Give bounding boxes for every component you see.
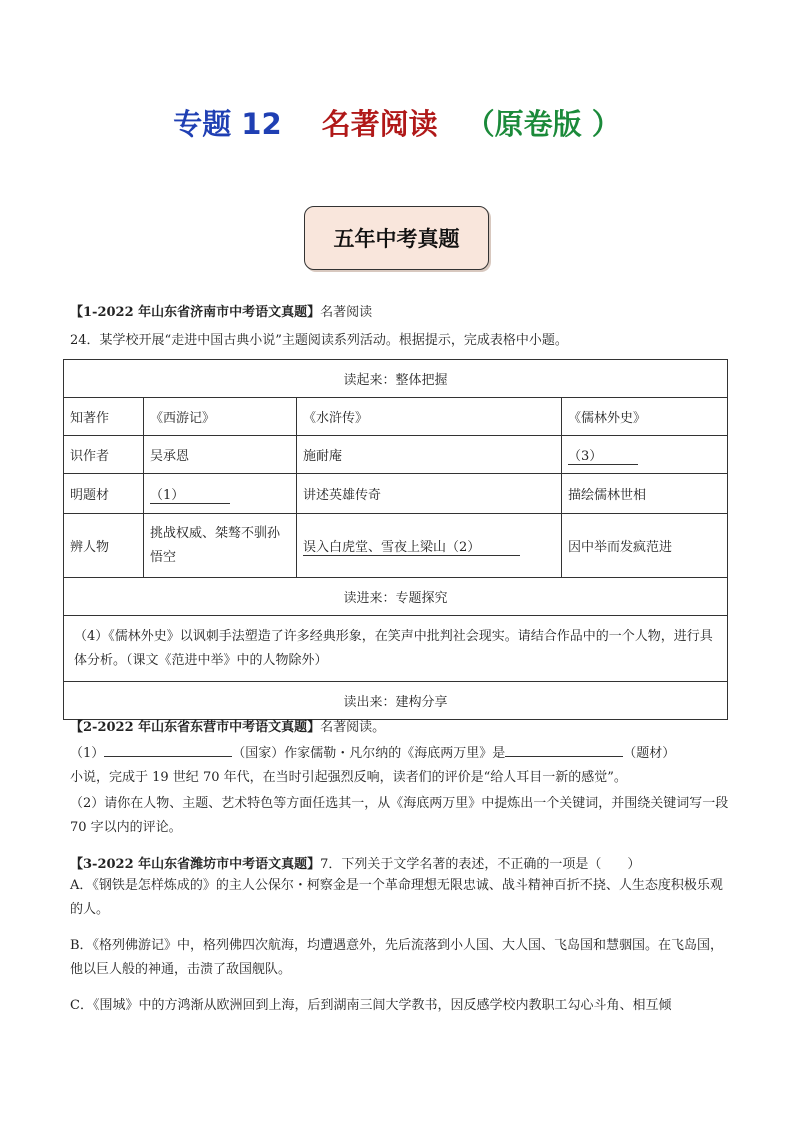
q2-part1-genre-label: （题材） [623, 746, 676, 761]
section-badge: 五年中考真题 [304, 206, 489, 270]
table-cell: 《西游记》 [144, 398, 297, 436]
answer-blank-2[interactable]: 误入白虎堂、雪夜上梁山（2） [303, 540, 520, 556]
table-cell: 讲述英雄传奇 [297, 474, 562, 514]
table-header-share: 读出来：建构分享 [64, 682, 728, 720]
q2-source-suffix: 名著阅读。 [320, 720, 386, 735]
table-cell: 挑战权威、桀骜不驯孙悟空 [144, 514, 297, 578]
q1-source-line [70, 305, 372, 321]
q2-source: 【2-2022 年山东省东营市中考语文真题】 [70, 720, 321, 735]
table-header-explore: 读进来：专题探究 [64, 578, 728, 616]
answer-blank-country[interactable] [104, 742, 232, 757]
page-title [0, 102, 794, 143]
table-cell: 明题材 [64, 474, 144, 514]
q2-part1-label: （1） [70, 746, 105, 761]
q3-source-line [70, 857, 640, 873]
table-cell: 识作者 [64, 436, 144, 474]
answer-blank-1[interactable]: （1） [150, 484, 230, 504]
table-cell: 《水浒传》 [297, 398, 562, 436]
table-row [64, 474, 728, 514]
table-question-4: （4）《儒林外史》以讽刺手法塑造了许多经典形象，在笑声中批判社会现实。请结合作品中的一个人物，进行具体分析。（课文《范进中举》中的人物除外） [64, 616, 728, 682]
table-row [64, 398, 728, 436]
q2-part1-text: （国家）作家儒勒・凡尔纳的《海底两万里》是 [232, 746, 506, 761]
q3-source: 【3-2022 年山东省潍坊市中考语文真题】 [70, 857, 321, 872]
q2-part1-continuation: 小说，完成于 19 世纪 70 年代，在当时引起强烈反响，读者们的评价是“给人耳目一新的感觉”。 [70, 770, 627, 785]
table-cell: 施耐庵 [297, 436, 562, 474]
table-row [64, 514, 728, 578]
q3-option-b: B．《格列佛游记》中，格列佛四次航海，均遭遇意外，先后流落到小人国、大人国、飞岛国和慧骃国。在飞岛国，他以巨人般的神通，击溃了敌国舰队。 [70, 938, 724, 977]
q1-source: 【1-2022 年山东省济南市中考语文真题】 [70, 305, 321, 320]
table-cell [562, 436, 728, 474]
q2-source-line [70, 720, 385, 736]
q2-part2: （2）请你在人物、主题、艺术特色等方面任选其一，从《海底两万里》中提炼出一个关键词，并围绕关键词写一段 70 字以内的评论。 [70, 796, 729, 835]
q3-option-c: C．《围城》中的方鸿渐从欧洲回到上海，后到湖南三闾大学教书，因反感学校内教职工勾心斗角、相互倾 [70, 998, 672, 1013]
table-cell: 辨人物 [64, 514, 144, 578]
table-cell [144, 474, 297, 514]
q1-intro: 24．某学校开展“走进中国古典小说”主题阅读系列活动。根据提示，完成表格中小题。 [70, 333, 568, 348]
title-topic-number: 专题 12 [173, 107, 282, 141]
answer-blank-genre[interactable] [505, 742, 623, 757]
table-cell: 因中举而发疯范进 [562, 514, 728, 578]
title-topic-name: 名著阅读 [321, 107, 438, 141]
table-cell: 描绘儒林世相 [562, 474, 728, 514]
title-edition: （原卷版 ） [465, 107, 621, 141]
table-row [64, 436, 728, 474]
table-cell: 吴承恩 [144, 436, 297, 474]
q1-source-suffix: 名著阅读 [320, 305, 373, 320]
q2-part1 [70, 742, 730, 790]
answer-blank-3[interactable]: （3） [568, 445, 638, 465]
q3-stem: 7．下列关于文学名著的表述，不正确的一项是（ ） [320, 857, 641, 872]
reading-table [63, 359, 728, 720]
table-cell: 《儒林外史》 [562, 398, 728, 436]
q3-option-a: A．《钢铁是怎样炼成的》的主人公保尔・柯察金是一个革命理想无限忠诚、战斗精神百折不挠、人生态度积极乐观的人。 [70, 878, 723, 917]
table-cell [297, 514, 562, 578]
table-header-read-in: 读起来：整体把握 [64, 360, 728, 398]
table-cell: 知著作 [64, 398, 144, 436]
